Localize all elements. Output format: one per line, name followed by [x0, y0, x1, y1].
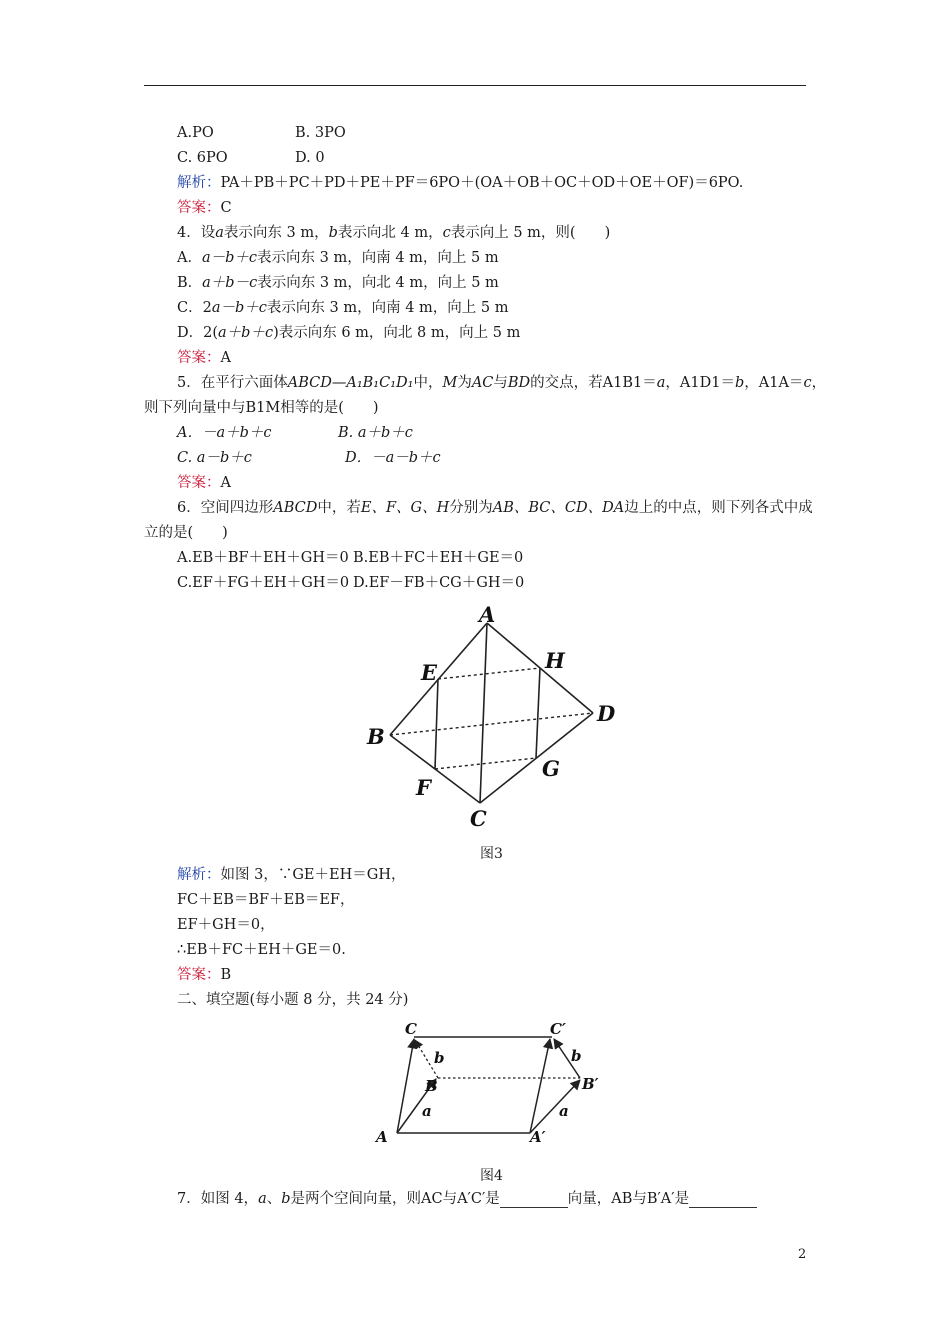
var-c: c	[442, 225, 451, 241]
analysis-text: 如图 3，∵GE＋EH＝GH，	[220, 867, 406, 883]
option-text: 表示向东 3 m，向北 4 m，向上 5 m	[257, 275, 499, 291]
var-a: a	[258, 1191, 267, 1207]
q6-midpoints: E、F、G、H	[360, 500, 450, 516]
option-expr: a＋b＋c	[218, 325, 274, 341]
q5-point-m: M	[442, 375, 458, 391]
q6-answer	[177, 966, 231, 984]
vector-ac	[397, 1039, 414, 1133]
option-prefix: A．	[177, 250, 202, 266]
segment-ef	[435, 679, 438, 769]
label-g: G	[542, 756, 560, 781]
label-d: D	[597, 701, 616, 726]
var-b: b	[734, 375, 745, 391]
answer-value: A	[220, 350, 231, 366]
q5-stem-line2: 则下列向量中与B1M相等的是( )	[144, 400, 379, 416]
q5-option-c: C. a－b＋c	[177, 450, 252, 466]
q6-option-d: D.EF－FB＋CG＋GH＝0	[353, 575, 525, 591]
q5-text: 的交点，若A1B1＝	[530, 375, 657, 391]
answer-label: 答案：	[177, 200, 221, 216]
answer-label: 答案：	[177, 350, 221, 366]
q7-text: 是两个空间向量，则AC与A′C′是	[290, 1191, 500, 1207]
answer-value: B	[220, 967, 232, 983]
header-rule	[144, 85, 806, 86]
figure-4-caption: 图4	[480, 1168, 503, 1184]
q6-analysis-1	[177, 866, 405, 884]
q4-stem-part: 表示向上 5 m，则( )	[450, 225, 611, 241]
q3-analysis	[177, 174, 743, 192]
label-b-vector: b	[434, 1049, 445, 1067]
label-b: B	[367, 724, 385, 749]
option-expr: a－b＋c	[201, 250, 258, 266]
figure-3-tetrahedron	[355, 600, 635, 835]
q6-quad-name: ABCD	[273, 500, 318, 516]
q6-text: 边上的中点，则下列各式中成	[624, 500, 813, 516]
segment-fg-hidden	[435, 758, 536, 769]
q5-option-b: B. a＋b＋c	[338, 425, 413, 441]
answer-value: A	[220, 475, 231, 491]
vector-a-a2b2	[530, 1080, 580, 1133]
q5-solid-name: ABCD—A₁B₁C₁D₁	[287, 375, 414, 391]
q6-stem-line2: 立的是( )	[144, 525, 228, 541]
label-c: C	[405, 1020, 417, 1038]
label-a-prime: A′	[530, 1128, 546, 1146]
option-text: 表示向东 3 m，向南 4 m，向上 5 m	[266, 300, 509, 316]
analysis-text: PA＋PB＋PC＋PD＋PE＋PF＝6PO＋(OA＋OB＋OC＋OD＋OE＋OF)＝6PO.	[220, 175, 744, 191]
label-a: A	[479, 602, 496, 627]
option-prefix: B．	[177, 275, 203, 291]
q5-option-d: D．－a－b＋c	[345, 450, 441, 466]
figure-3-caption: 图3	[480, 846, 503, 862]
label-b: B	[425, 1077, 438, 1095]
q5-answer	[177, 474, 231, 492]
q6-option-b: B.EB＋FC＋EH＋GE＝0	[353, 550, 524, 566]
q7-text: 、	[266, 1191, 282, 1207]
q7-stem	[177, 1190, 757, 1208]
q4-stem-part: 表示向东 3 m，	[223, 225, 329, 241]
q6-option-a: A.EB＋BF＋EH＋GH＝0	[177, 550, 349, 566]
q5-text: 中，	[413, 375, 443, 391]
label-c-prime: C′	[550, 1020, 566, 1038]
answer-value: C	[220, 200, 232, 216]
q7-text: 向量，AB与B′A′是	[567, 1191, 690, 1207]
answer-blank-1[interactable]	[500, 1193, 568, 1208]
q6-stem-line1	[177, 499, 813, 517]
q4-answer	[177, 349, 231, 367]
option-prefix: D．2(	[177, 325, 219, 341]
label-a-vector: a	[422, 1102, 432, 1120]
var-b: b	[281, 1191, 291, 1207]
label-b-vector-2: b	[571, 1047, 582, 1065]
label-e: E	[421, 660, 438, 685]
var-c: c	[803, 375, 812, 391]
q5-option-a: A．－a＋b＋c	[177, 425, 272, 441]
q6-sides: AB、BC、CD、DA	[492, 500, 625, 516]
figure-4-prism	[370, 1015, 620, 1150]
edge-bd-hidden	[390, 713, 593, 735]
answer-blank-2[interactable]	[689, 1193, 757, 1208]
q6-text: 分别为	[449, 500, 493, 516]
edge-ac	[480, 623, 487, 803]
q6-option-c: C.EF＋FG＋EH＋GH＝0	[177, 575, 350, 591]
var-a: a	[656, 375, 666, 391]
q4-stem-part: 表示向北 4 m，	[337, 225, 443, 241]
label-h: H	[545, 648, 565, 673]
answer-label: 答案：	[177, 475, 221, 491]
label-c: C	[470, 806, 487, 831]
q6-analysis-2: FC＋EB＝BF＋EB＝EF，	[177, 892, 355, 908]
q6-analysis-4: ∴EB＋FC＋EH＋GE＝0.	[177, 942, 346, 958]
q5-text: ，A1D1＝	[665, 375, 735, 391]
q3-option-b: B. 3PO	[295, 125, 346, 141]
label-a: A	[376, 1128, 388, 1146]
option-text: )表示向东 6 m，向北 8 m，向上 5 m	[273, 325, 521, 341]
var-a: a	[215, 225, 224, 241]
option-expr: a＋b－c	[202, 275, 258, 291]
q4-stem-part: 4．设	[177, 225, 216, 241]
section-2-title: 二、填空题(每小题 8 分，共 24 分)	[177, 992, 409, 1008]
q3-answer	[177, 199, 232, 217]
answer-label: 答案：	[177, 967, 221, 983]
q6-text: 6．空间四边形	[177, 500, 274, 516]
q4-option-d	[177, 324, 520, 342]
q5-stem-line1	[177, 374, 826, 392]
option-expr: a－b＋c	[211, 300, 267, 316]
q5-text: 为	[457, 375, 472, 391]
q4-option-a	[177, 249, 499, 267]
q6-analysis-3: EF＋GH＝0，	[177, 917, 275, 933]
q4-option-b	[177, 274, 499, 292]
var-b: b	[328, 225, 338, 241]
analysis-label: 解析：	[177, 867, 221, 883]
segment-hg	[536, 668, 540, 758]
q5-text: 与	[493, 375, 508, 391]
label-f: F	[416, 775, 431, 800]
q4-stem	[177, 224, 610, 242]
q7-text: 7．如图 4，	[177, 1191, 259, 1207]
analysis-label: 解析：	[177, 175, 221, 191]
segment-eh-hidden	[438, 668, 540, 679]
option-prefix: C．2	[177, 300, 212, 316]
q5-text: ，	[811, 375, 827, 391]
q4-option-c	[177, 299, 508, 317]
q3-option-a: A.PO	[177, 125, 214, 141]
q6-text: 中，若	[317, 500, 361, 516]
q5-segment-ac: AC	[471, 375, 494, 391]
q3-option-d: D. 0	[295, 150, 325, 166]
q5-text: 5．在平行六面体	[177, 375, 288, 391]
vector-a2c2	[530, 1039, 550, 1133]
label-a-vector-2: a	[559, 1102, 569, 1120]
q3-option-c: C. 6PO	[177, 150, 228, 166]
q5-text: ，A1A＝	[744, 375, 804, 391]
page-number: 2	[798, 1247, 807, 1262]
q5-segment-bd: BD	[507, 375, 531, 391]
option-text: 表示向东 3 m，向南 4 m，向上 5 m	[257, 250, 499, 266]
label-b-prime: B′	[582, 1075, 599, 1093]
